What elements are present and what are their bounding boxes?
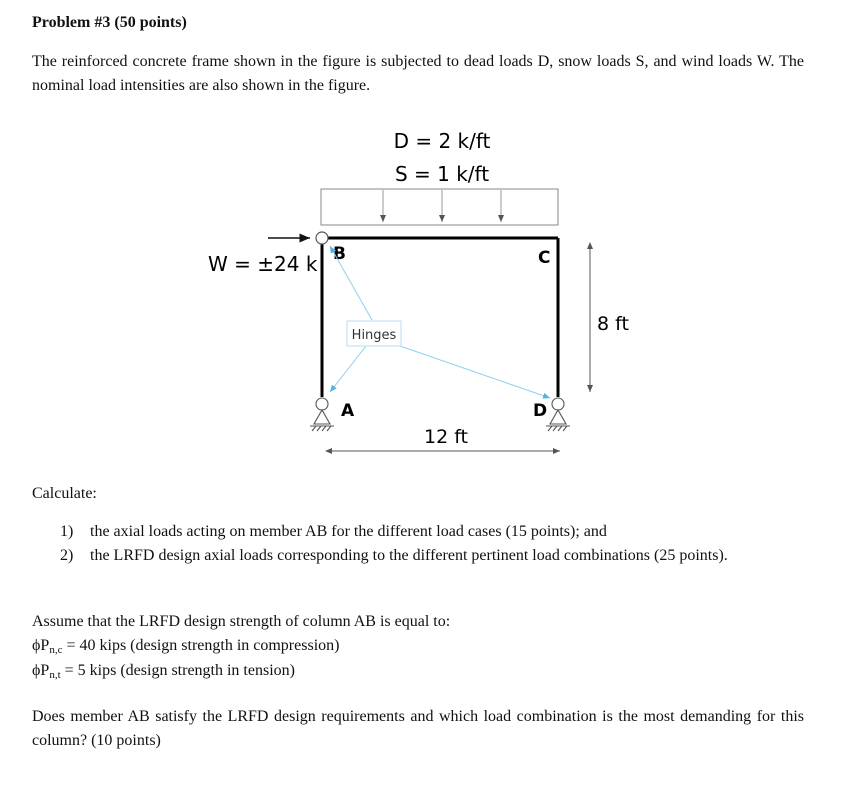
dead-load-label: D = 2 k/ft	[393, 129, 491, 153]
distributed-load	[321, 189, 558, 225]
compression-text: = 40 kips (design strength in compression)	[62, 637, 340, 654]
compression-subscript: n,c	[49, 644, 63, 656]
list-item-text: the LRFD design axial loads corresponding to the different pertinent load combinations (25 points).	[90, 547, 728, 564]
pin-support-d	[546, 398, 570, 431]
node-d-label: D	[533, 401, 548, 421]
compression-strength	[32, 634, 339, 662]
compression-symbol: ϕP	[32, 637, 50, 654]
tension-subscript: n,t	[49, 669, 61, 681]
wind-load-label: W = ±24 k	[208, 252, 318, 276]
span-label: 12 ft	[423, 426, 469, 448]
snow-load-label: S = 1 k/ft	[394, 162, 490, 186]
hinges-label: Hinges	[351, 328, 397, 343]
task-list	[60, 520, 804, 568]
list-item-number: 2)	[60, 547, 74, 564]
tension-symbol: ϕP	[32, 662, 50, 679]
hinges-callout	[330, 246, 550, 398]
hinge-b	[316, 232, 328, 244]
list-item	[60, 520, 804, 544]
tension-text: = 5 kips (design strength in tension)	[60, 662, 295, 679]
final-question: Does member AB satisfy the LRFD design requirements and which load combination is the most demanding for this column? (10 points)	[32, 708, 804, 749]
node-a-label: A	[341, 401, 355, 421]
list-item-number: 1)	[60, 523, 74, 540]
pin-support-a	[310, 398, 334, 431]
list-item-text: the axial loads acting on member AB for the different load cases (15 points); and	[90, 523, 607, 540]
assumption-intro: Assume that the LRFD design strength of column AB is equal to:	[32, 613, 451, 630]
problem-title: Problem #3 (50 points)	[32, 14, 187, 31]
calculate-heading: Calculate:	[32, 485, 97, 502]
list-item	[60, 544, 804, 568]
tension-strength	[32, 659, 295, 687]
node-b-label: B	[333, 244, 346, 264]
problem-intro: The reinforced concrete frame shown in the figure is subjected to dead loads D, snow loads S, and wind loads W. The nominal load intensities are also shown in the figure.	[32, 53, 804, 94]
height-label: 8 ft	[597, 313, 629, 335]
node-c-label: C	[538, 248, 551, 268]
